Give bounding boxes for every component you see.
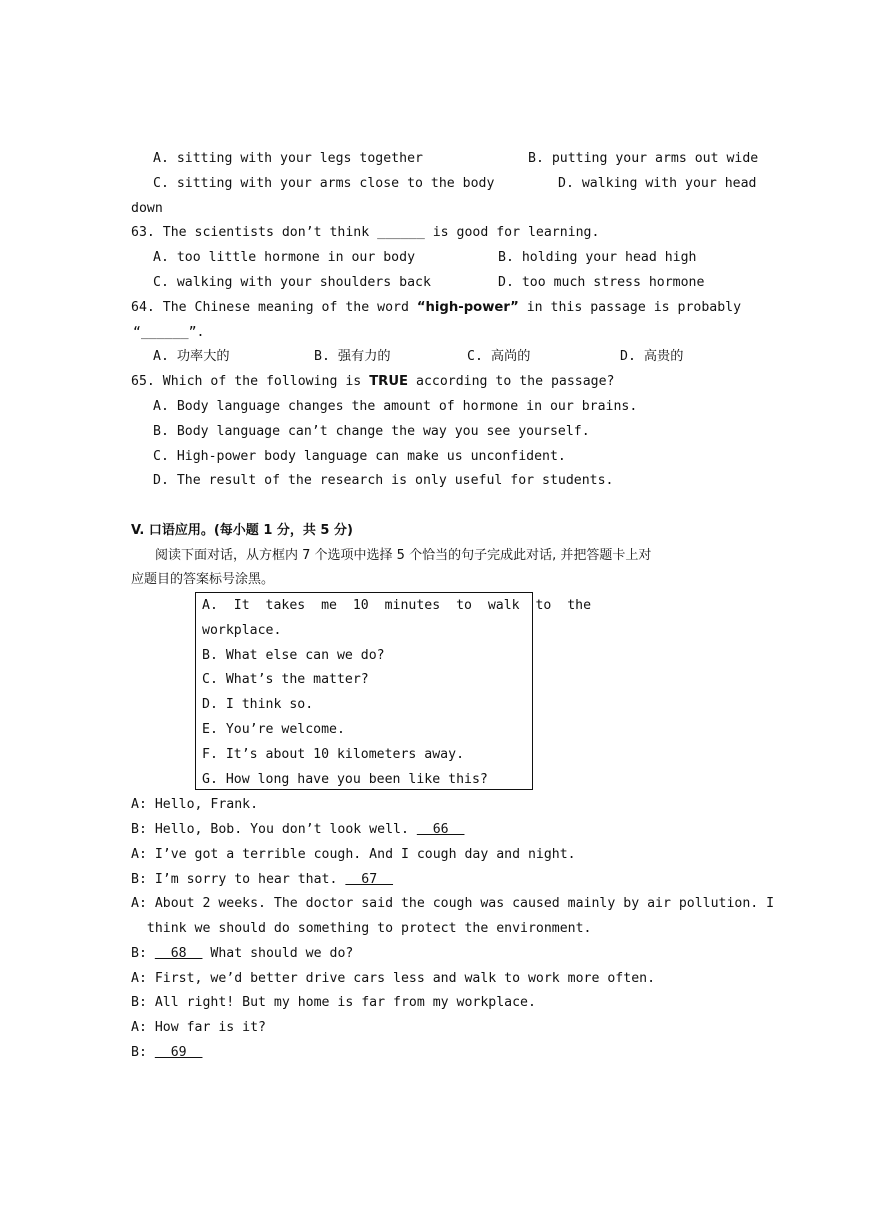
q65-key-word: TRUE	[369, 374, 409, 389]
q63-stem: 63. The scientists don’t think ______ is good for learning.	[131, 225, 600, 240]
q65-option-d: D. The result of the research is only useful for students.	[153, 473, 614, 488]
dialogue-line-2	[131, 821, 464, 839]
blank-67: 67	[345, 872, 394, 887]
section-instructions-2: 应题目的答案标号涂黑。	[131, 572, 275, 587]
dialogue-line-7	[131, 945, 353, 963]
dialogue-line-7-speaker: B:	[131, 946, 155, 961]
q64-key-word: “high-power”	[416, 300, 519, 315]
q64-stem-wrap: “______”.	[133, 325, 205, 340]
dialogue-line-8: A: First, we’d better drive cars less and walk to work more often.	[131, 971, 656, 986]
q63-option-a: A. too little hormone in our body	[153, 250, 416, 265]
q63-option-b: B. holding your head high	[498, 250, 697, 265]
q62-option-d-wrap: down	[131, 201, 163, 216]
dialogue-line-4-text: B: I’m sorry to hear that.	[131, 872, 346, 887]
q65-option-b: B. Body language can’t change the way you see yourself.	[153, 424, 590, 439]
q65-stem-post: according to the passage?	[408, 374, 615, 389]
q64-option-c: C. 高尚的	[467, 349, 531, 364]
dialogue-line-11-speaker: B:	[131, 1045, 155, 1060]
section-instructions-1: 阅读下面对话，从方框内 7 个选项中选择 5 个恰当的句子完成此对话, 并把答题卡上对	[155, 548, 652, 563]
q63-option-c: C. walking with your shoulders back	[153, 275, 431, 290]
q62-option-d: D. walking with your head	[558, 176, 757, 191]
blank-69: 69	[154, 1045, 203, 1060]
box-option-c: C. What’s the matter?	[202, 672, 369, 687]
q64-option-d: D. 高贵的	[620, 349, 684, 364]
box-option-e: E. You’re welcome.	[202, 722, 345, 737]
q65-stem	[131, 373, 615, 391]
dialogue-line-1: A: Hello, Frank.	[131, 797, 259, 812]
dialogue-line-11	[131, 1044, 202, 1062]
q62-option-a: A. sitting with your legs together	[153, 151, 423, 166]
q64-stem	[131, 299, 741, 317]
blank-68: 68	[154, 946, 203, 961]
dialogue-line-4	[131, 871, 393, 889]
dialogue-line-9: B: All right! But my home is far from my workplace.	[131, 995, 536, 1010]
blank-66: 66	[416, 822, 465, 837]
box-option-a-wrap: workplace.	[202, 623, 282, 638]
dialogue-line-7-text: What should we do?	[202, 946, 354, 961]
q65-stem-pre: 65. Which of the following is	[131, 374, 370, 389]
q62-option-b: B. putting your arms out wide	[528, 151, 759, 166]
box-option-d: D. I think so.	[202, 697, 314, 712]
section-heading: V. 口语应用。(每小题 1 分，共 5 分)	[131, 523, 353, 538]
dialogue-line-6: think we should do something to protect the environment.	[131, 921, 592, 936]
q65-option-a: A. Body language changes the amount of hormone in our brains.	[153, 399, 638, 414]
q65-option-c: C. High-power body language can make us unconfident.	[153, 449, 566, 464]
box-option-f: F. It’s about 10 kilometers away.	[202, 747, 465, 762]
box-option-b: B. What else can we do?	[202, 648, 385, 663]
dialogue-line-5: A: About 2 weeks. The doctor said the cough was caused mainly by air pollution. I	[131, 896, 775, 911]
q64-option-a: A. 功率大的	[153, 349, 230, 364]
q64-stem-post: in this passage is probably	[518, 300, 742, 315]
dialogue-line-2-text: B: Hello, Bob. You don’t look well.	[131, 822, 417, 837]
q64-option-b: B. 强有力的	[314, 349, 391, 364]
dialogue-line-10: A: How far is it?	[131, 1020, 266, 1035]
q62-option-c: C. sitting with your arms close to the body	[153, 176, 495, 191]
box-option-a: A. It takes me 10 minutes to walk to the	[202, 598, 592, 613]
dialogue-line-3: A: I’ve got a terrible cough. And I cough day and night.	[131, 847, 576, 862]
box-option-g: G. How long have you been like this?	[202, 772, 488, 787]
q63-option-d: D. too much stress hormone	[498, 275, 705, 290]
q64-stem-pre: 64. The Chinese meaning of the word	[131, 300, 417, 315]
